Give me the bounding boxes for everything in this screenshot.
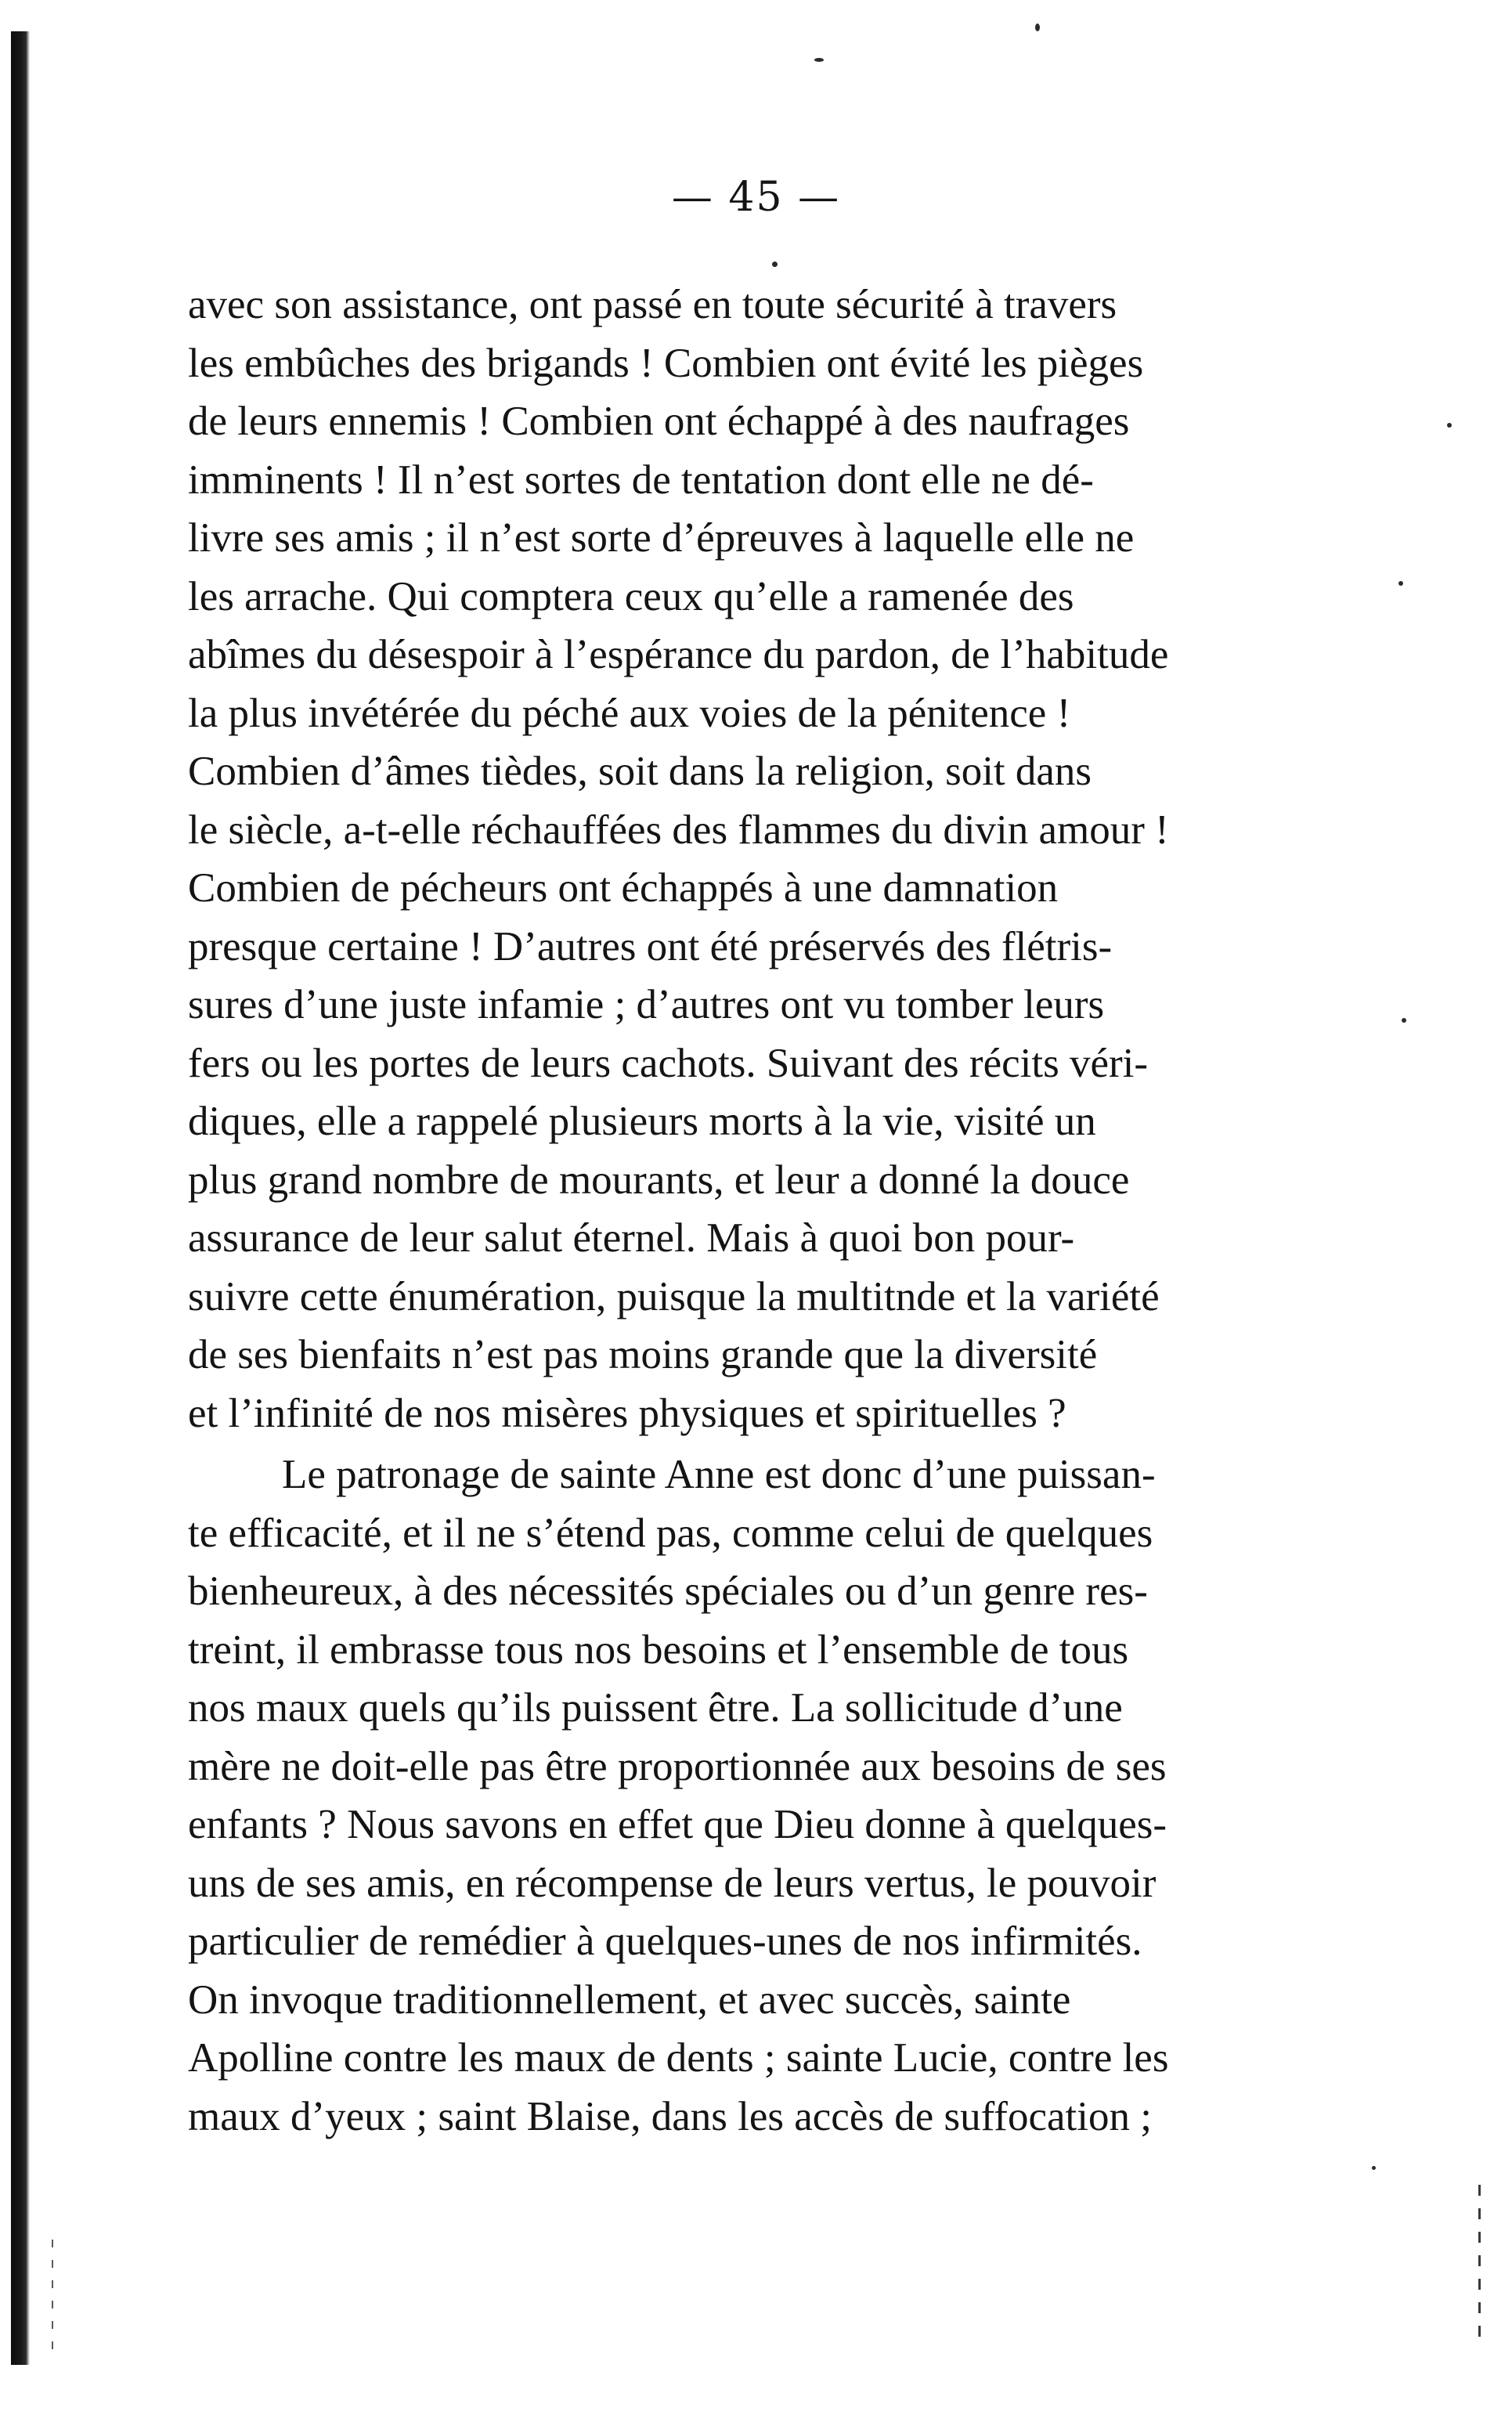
- ink-speck: [1398, 581, 1403, 586]
- paragraph-1: [188, 276, 1323, 1442]
- text-line: bienheureux, à des nécessités spéciales ou d’un genre res-: [188, 1568, 1148, 1614]
- text-line: les embûches des brigands ! Combien ont évité les pièges: [188, 340, 1144, 386]
- text-line: le siècle, a-t-elle réchauffées des flammes du divin amour !: [188, 807, 1169, 853]
- text-line: maux d’yeux ; saint Blaise, dans les accès de suffocation ;: [188, 2093, 1152, 2139]
- text-line: de leurs ennemis ! Combien ont échappé à des naufrages: [188, 399, 1130, 444]
- text-line: livre ses amis ; il n’est sorte d’épreuves à laquelle elle ne: [188, 515, 1135, 561]
- text-line: nos maux quels qu’ils puissent être. La sollicitude d’une: [188, 1685, 1123, 1731]
- margin-mark: [52, 2240, 53, 2349]
- text-line: et l’infinité de nos misères physiques et spirituelles ?: [188, 1390, 1066, 1436]
- text-line: Combien de pécheurs ont échappés à une damnation: [188, 865, 1059, 911]
- text-line: assurance de leur salut éternel. Mais à quoi bon pour-: [188, 1215, 1075, 1261]
- text-line: la plus invétérée du péché aux voies de la pénitence !: [188, 690, 1071, 736]
- text-line: de ses bienfaits n’est pas moins grande que la diversité: [188, 1332, 1098, 1377]
- text-line: treint, il embrasse tous nos besoins et l’ensemble de tous: [188, 1626, 1129, 1673]
- page-number: — 45 —: [671, 174, 841, 221]
- text-line: Le patronage de sainte Anne est donc d’une puissan-: [282, 1452, 1156, 1497]
- text-line: diques, elle a rappelé plusieurs morts à la vie, visité un: [188, 1099, 1096, 1144]
- text-line: sures d’une juste infamie ; d’autres ont vu tomber leurs: [188, 982, 1105, 1027]
- ink-speck: [814, 58, 824, 62]
- ink-speck: [1372, 2166, 1376, 2170]
- page-body: [188, 276, 1323, 2146]
- text-line: On invoque traditionnellement, et avec succès, sainte: [188, 1976, 1071, 2023]
- text-line: uns de ses amis, en récompense de leurs vertus, le pouvoir: [188, 1860, 1157, 1906]
- text-line: mère ne doit-elle pas être proportionnée aux besoins de ses: [188, 1743, 1167, 1789]
- text-line: fers ou les portes de leurs cachots. Suivant des récits véri-: [188, 1040, 1148, 1086]
- ink-speck: [1402, 1018, 1406, 1023]
- page-binding-edge: [11, 31, 30, 2365]
- text-line: Combien d’âmes tièdes, soit dans la religion, soit dans: [188, 749, 1092, 794]
- text-line: abîmes du désespoir à l’espérance du pardon, de l’habitude: [188, 632, 1169, 677]
- text-line: imminents ! Il n’est sortes de tentation dont elle ne dé-: [188, 457, 1094, 503]
- text-line: les arrache. Qui comptera ceux qu’elle a ramenée des: [188, 573, 1074, 619]
- text-line: Apolline contre les maux de dents ; sainte Lucie, contre les: [188, 2035, 1169, 2081]
- ink-speck: [772, 262, 778, 267]
- text-line: presque certaine ! D’autres ont été préservés des flétris-: [188, 923, 1113, 969]
- text-line: avec son assistance, ont passé en toute sécurité à travers: [188, 282, 1117, 327]
- margin-mark: [1478, 2185, 1481, 2341]
- ink-speck: [1035, 23, 1040, 31]
- text-line: suivre cette énumération, puisque la multitnde et la variété: [188, 1273, 1160, 1319]
- text-line: te efficacité, et il ne s’étend pas, comme celui de quelques: [188, 1510, 1153, 1556]
- ink-speck: [1447, 423, 1452, 428]
- text-line: plus grand nombre de mourants, et leur a donné la douce: [188, 1157, 1130, 1203]
- text-line: particulier de remédier à quelques-unes de nos infirmités.: [188, 1919, 1142, 1964]
- text-line: enfants ? Nous savons en effet que Dieu donne à quelques-: [188, 1802, 1167, 1847]
- paragraph-2: [188, 1446, 1323, 2146]
